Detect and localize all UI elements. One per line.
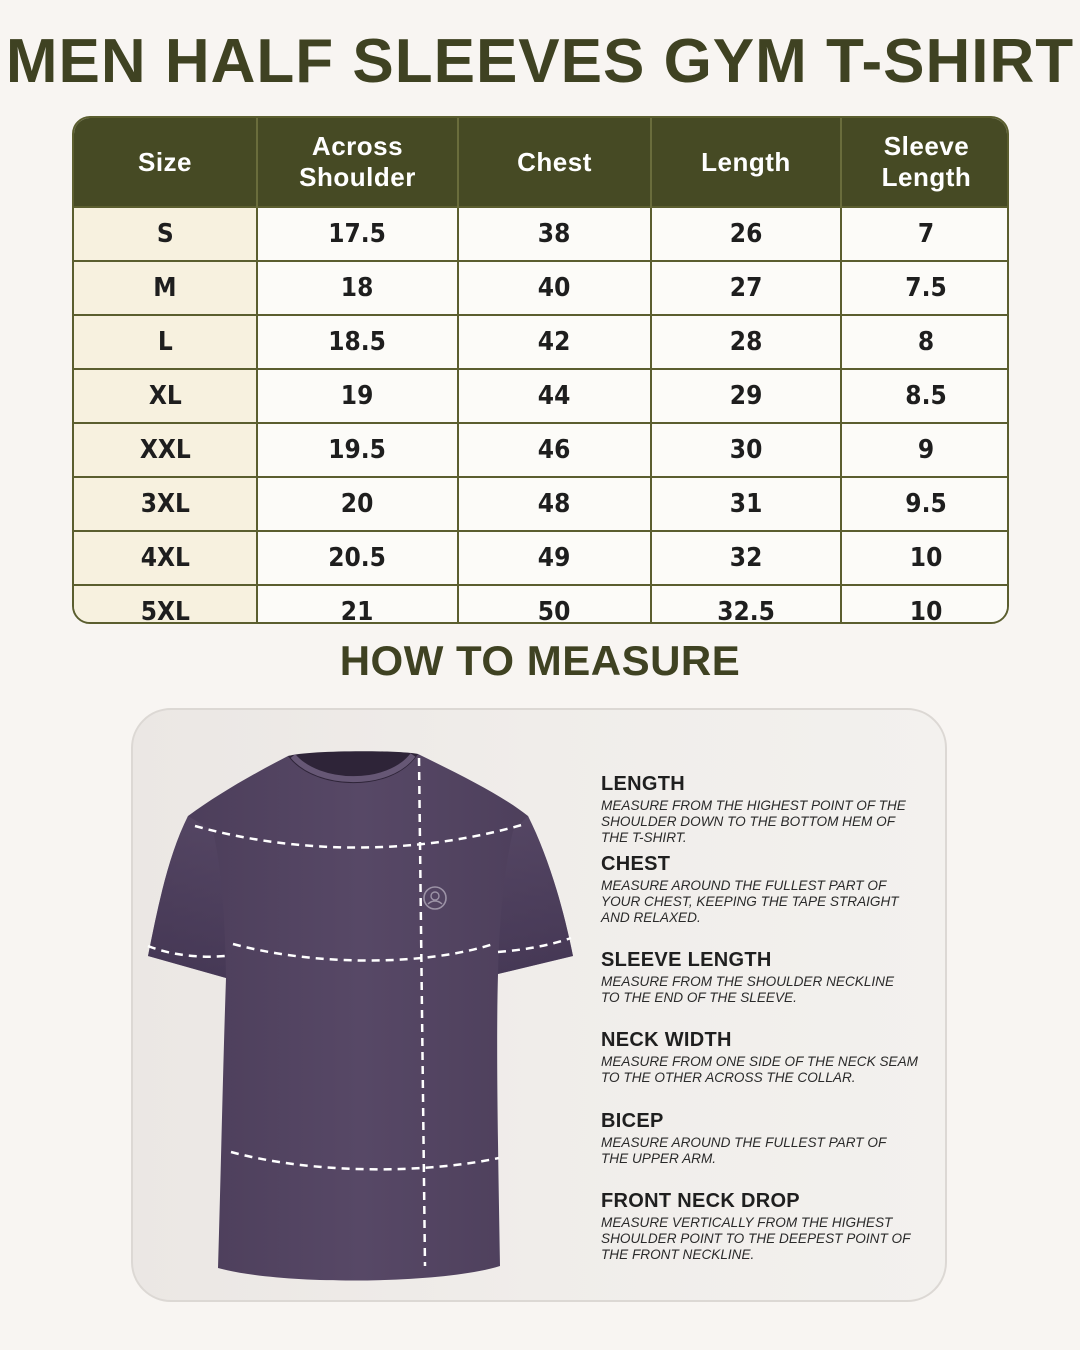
guide-title: FRONT NECK DROP (601, 1190, 800, 1212)
sleeve-length-cell: 7 (841, 207, 1009, 261)
guide-description: MEASURE VERTICALLY FROM THE HIGHEST SHOULDER POINT TO THE DEEPEST POINT OF THE FRONT NECKLINE. (601, 1215, 911, 1262)
size-cell: L (74, 315, 257, 369)
size-cell: 3XL (74, 477, 257, 531)
how-to-measure-heading: HOW TO MEASURE (339, 637, 741, 684)
chest-cell: 44 (458, 369, 651, 423)
guide-description: MEASURE AROUND THE FULLEST PART OF YOUR CHEST, KEEPING THE TAPE STRAIGHT AND RELAXED. (601, 878, 899, 925)
chest-cell: 38 (458, 207, 651, 261)
header-size: Size (74, 118, 257, 207)
guide-item-chest (601, 852, 921, 948)
length-cell: 26 (651, 207, 841, 261)
chest-cell: 42 (458, 315, 651, 369)
across-shoulder-cell: 18.5 (257, 315, 458, 369)
across-shoulder-cell: 17.5 (257, 207, 458, 261)
size-cell: S (74, 207, 257, 261)
sleeve-length-cell: 8.5 (841, 369, 1009, 423)
table-row (74, 531, 1009, 585)
length-cell: 32 (651, 531, 841, 585)
tshirt-illustration (143, 746, 573, 1286)
table-header-row (74, 118, 1009, 207)
chest-cell: 49 (458, 531, 651, 585)
chest-cell: 46 (458, 423, 651, 477)
size-cell: XXL (74, 423, 257, 477)
size-cell: XL (74, 369, 257, 423)
table-row (74, 585, 1009, 624)
guide-description: MEASURE FROM THE SHOULDER NECKLINE TO THE END OF THE SLEEVE. (601, 974, 895, 1005)
guide-title: CHEST (601, 853, 671, 875)
header-across-shoulder: Across Shoulder (257, 118, 458, 207)
header-chest: Chest (458, 118, 651, 207)
measurement-guide-list (601, 772, 921, 1263)
across-shoulder-cell: 20 (257, 477, 458, 531)
sleeve-length-cell: 10 (841, 531, 1009, 585)
header-sleeve-length: Sleeve Length (841, 118, 1009, 207)
guide-description: MEASURE AROUND THE FULLEST PART OF THE UPPER ARM. (601, 1135, 887, 1166)
table-row (74, 261, 1009, 315)
guide-item-front-neck-drop (601, 1189, 921, 1263)
guide-item-length (601, 772, 921, 852)
chest-cell: 48 (458, 477, 651, 531)
chest-cell: 40 (458, 261, 651, 315)
size-cell: M (74, 261, 257, 315)
chest-cell: 50 (458, 585, 651, 624)
length-cell: 32.5 (651, 585, 841, 624)
page-title: MEN HALF SLEEVES GYM T-SHIRT (5, 27, 1075, 96)
guide-item-bicep (601, 1109, 921, 1189)
length-cell: 28 (651, 315, 841, 369)
table-row (74, 423, 1009, 477)
guide-item-neck-width (601, 1028, 921, 1109)
length-cell: 31 (651, 477, 841, 531)
size-cell: 5XL (74, 585, 257, 624)
sleeve-length-cell: 9.5 (841, 477, 1009, 531)
across-shoulder-cell: 18 (257, 261, 458, 315)
across-shoulder-cell: 19 (257, 369, 458, 423)
guide-description: MEASURE FROM THE HIGHEST POINT OF THE SHOULDER DOWN TO THE BOTTOM HEM OF THE T-SHIRT. (601, 798, 906, 845)
header-length: Length (651, 118, 841, 207)
table-row (74, 207, 1009, 261)
size-cell: 4XL (74, 531, 257, 585)
guide-item-sleeve-length (601, 948, 921, 1028)
across-shoulder-cell: 21 (257, 585, 458, 624)
table-row (74, 369, 1009, 423)
table-row (74, 477, 1009, 531)
guide-title: NECK WIDTH (601, 1029, 732, 1051)
sleeve-length-cell: 8 (841, 315, 1009, 369)
guide-title: BICEP (601, 1110, 664, 1132)
size-chart-table (72, 116, 1009, 624)
across-shoulder-cell: 20.5 (257, 531, 458, 585)
guide-description: MEASURE FROM ONE SIDE OF THE NECK SEAM TO THE OTHER ACROSS THE COLLAR. (601, 1054, 918, 1085)
sleeve-length-cell: 9 (841, 423, 1009, 477)
table-row (74, 315, 1009, 369)
guide-title: LENGTH (601, 773, 686, 795)
across-shoulder-cell: 19.5 (257, 423, 458, 477)
measure-guide-card (131, 708, 947, 1302)
length-cell: 27 (651, 261, 841, 315)
length-cell: 30 (651, 423, 841, 477)
sleeve-length-cell: 10 (841, 585, 1009, 624)
guide-title: SLEEVE LENGTH (601, 949, 772, 971)
length-cell: 29 (651, 369, 841, 423)
sleeve-length-cell: 7.5 (841, 261, 1009, 315)
